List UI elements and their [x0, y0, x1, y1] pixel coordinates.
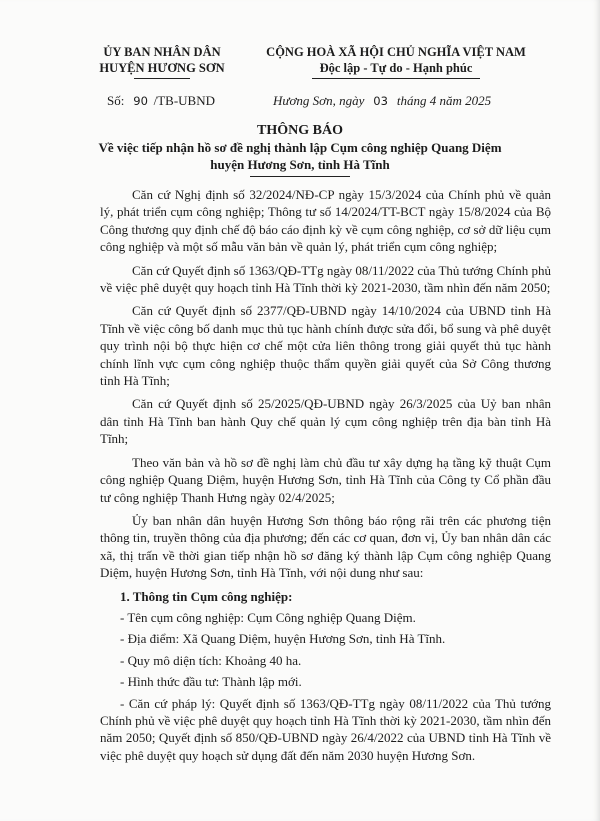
subject-underline	[250, 176, 350, 177]
list-item: - Hình thức đầu tư: Thành lập mới.	[120, 674, 302, 690]
paragraph: Theo văn bản và hồ sơ đề nghị làm chủ đầu tư xây dựng hạ tầng kỹ thuật Cụm công nghiệp Quang Diệm, huyện Hương Sơn, tỉnh Hà Tĩnh của Công ty Cổ phần đầu tư công nghiệp Thanh Hưng ngày 02/4/2025;	[100, 454, 551, 505]
document-date	[273, 93, 491, 109]
national-name: CỘNG HOÀ XÃ HỘI CHỦ NGHĨA VIỆT NAM	[266, 45, 526, 59]
date-prefix: Hương Sơn, ngày	[273, 93, 365, 108]
doc-number-suffix: /TB-UBND	[153, 93, 215, 108]
date-day: 03	[373, 94, 388, 108]
section-heading: 1. Thông tin Cụm công nghiệp:	[120, 588, 293, 604]
national-motto: Độc lập - Tự do - Hạnh phúc	[319, 61, 473, 75]
document-title: THÔNG BÁO	[257, 123, 343, 138]
paragraph: Căn cứ Quyết định số 1363/QĐ-TTg ngày 08/11/2022 của Thủ tướng Chính phủ về việc phê duyệt quy hoạch tỉnh Hà Tĩnh thời kỳ 2021-2030, tầm nhìn đến năm 2050;	[100, 262, 551, 296]
list-item: - Tên cụm công nghiệp: Cụm Công nghiệp Quang Diệm.	[120, 609, 416, 625]
national-title	[246, 44, 546, 79]
issuing-authority	[82, 44, 242, 79]
list-item: - Địa điểm: Xã Quang Diệm, huyện Hương Sơn, tỉnh Hà Tĩnh.	[120, 631, 446, 647]
motto-underline	[312, 78, 480, 79]
list-item: - Căn cứ pháp lý: Quyết định số 1363/QĐ-TTg ngày 08/11/2022 của Thủ tướng Chính phủ về việc phê duyệt quy hoạch tỉnh Hà Tĩnh thời kỳ 2021-2030, tầm nhìn đến năm 2050; Quyết định số 850/QĐ-UBND ngày 26/4/2022 của UBND tỉnh Hà Tĩnh về việc phê duyệt quy hoạch sử dụng đất đến năm 2030 huyện Hương Sơn.	[100, 695, 551, 763]
subject-line-2: huyện Hương Sơn, tỉnh Hà Tĩnh	[210, 157, 390, 172]
paragraph: Căn cứ Quyết định số 2377/QĐ-UBND ngày 14/10/2024 của UBND tỉnh Hà Tĩnh về việc công bố danh mục thủ tục hành chính được sửa đổi, bổ sung và phê duyệt quy trình nội bộ thực hiện cơ chế một cửa liên thông trong giải quyết thủ tục hành chính lĩnh vực cụm công nghiệp thuộc thẩm quyền giải quyết của Sở Công thương tỉnh Hà Tĩnh;	[100, 303, 551, 389]
list-item: - Quy mô diện tích: Khoảng 40 ha.	[120, 652, 302, 668]
document-subject	[70, 139, 530, 173]
paragraph: Căn cứ Nghị định số 32/2024/NĐ-CP ngày 15/3/2024 của Chính phủ về quản lý, phát triển cụm công nghiệp; Thông tư số 14/2024/TT-BCT ngày 15/8/2024 của Bộ Công thương quy định chế độ báo cáo định kỳ về cụm công nghiệp, cơ sở dữ liệu cụm công nghiệp và một số mẫu văn bản về quản lý, phát triển cụm công nghiệp;	[100, 187, 551, 255]
doc-number-prefix: Số:	[107, 93, 125, 108]
date-suffix: tháng 4 năm 2025	[396, 93, 492, 108]
authority-line-1: ỦY BAN NHÂN DÂN	[103, 45, 221, 59]
paragraph: Ủy ban nhân dân huyện Hương Sơn thông báo rộng rãi trên các phương tiện thông tin, truyền thông của địa phương; đến các cơ quan, đơn vị, Ủy ban nhân dân các xã, thị trấn về thời gian tiếp nhận hồ sơ đăng ký thành lập Cụm công nghiệp Quang Diệm, huyện Hương Sơn, tỉnh Hà Tĩnh, với nội dung như sau:	[100, 512, 551, 581]
document-body	[100, 186, 551, 768]
subject-line-1: Về việc tiếp nhận hồ sơ đề nghị thành lập Cụm công nghiệp Quang Diệm	[98, 140, 502, 155]
doc-number-value: 90	[133, 94, 148, 108]
authority-underline	[134, 78, 190, 79]
document-number	[107, 93, 215, 109]
authority-line-2: HUYỆN HƯƠNG SƠN	[99, 61, 225, 75]
paragraph: Căn cứ Quyết định số 25/2025/QĐ-UBND ngày 26/3/2025 của Uỷ ban nhân dân tỉnh Hà Tĩnh ban hành Quy chế quản lý cụm công nghiệp trên địa bàn tỉnh Hà Tĩnh;	[100, 396, 551, 447]
